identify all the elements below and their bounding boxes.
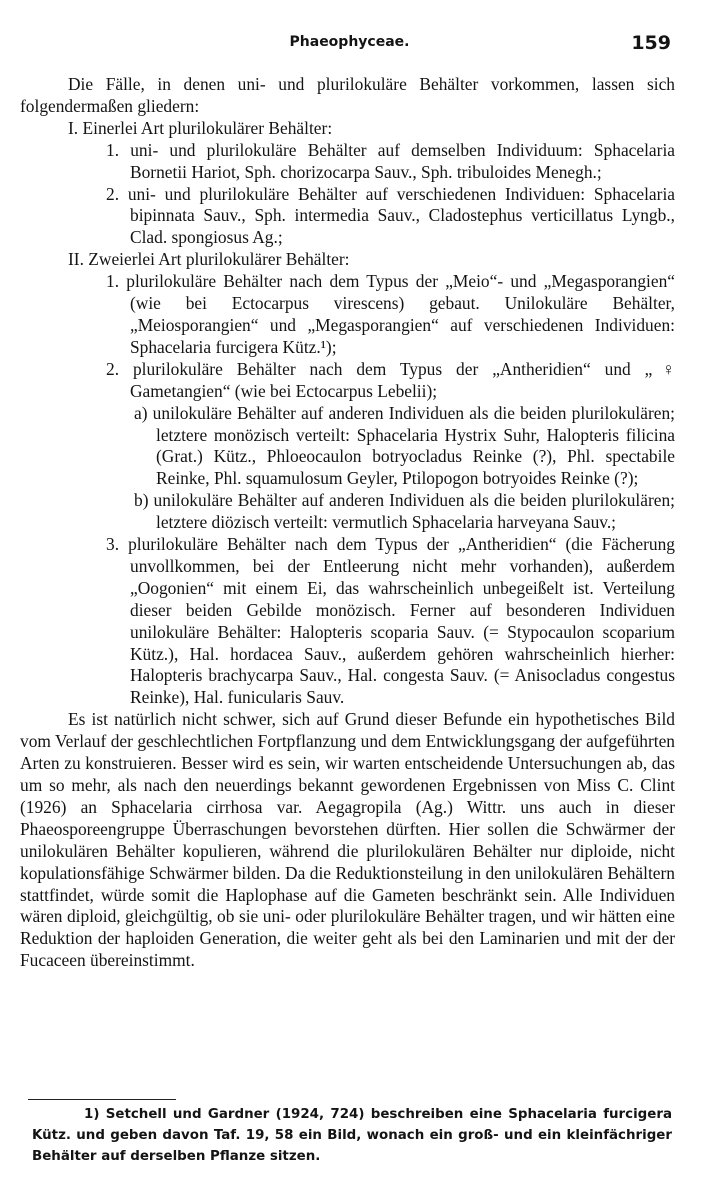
section-1-item-1: 1. uni- und plurilokuläre Behälter auf demselben Individuum: Sphacelaria Bornetii Hariot, Sph. chorizocarpa Sauv., Sph. tribuloides Menegh.; <box>106 139 675 182</box>
closing-paragraph: Es ist natürlich nicht schwer, sich auf Grund dieser Befunde ein hypothetisches Bild vom Verlauf der geschlechtlichen Fortpflanzung und dem Entwicklungsgang der aufgeführten Arten zu konstruieren. Besser wird es sein, wir warten entscheidende Untersuchungen ab, das um so mehr, als nach den neuerdings bekannt gewordenen Ergebnissen von Miss C. Clint (1926) an Sphacelaria cirrhosa var. Aegagropila (Ag.) Wittr. uns auch in dieser Phaeosporeengruppe Überraschungen bevorstehen dürften. Hier sollen die Schwärmer der unilokulären Behälter kopulieren, während die plurilokulären Behälter nur diploide, nicht kopulationsfähige Schwärmer bilden. Da die Reduktionsteilung in den unilokulären Behältern stattfindet, würde somit die Haplophase auf die Gameten beschränkt sein. Alle Individuen wären diploid, gleichgültig, ob sie uni- oder plurilokuläre Behälter tragen, und wir hätten eine Reduktion der haploiden Generation, die weiter geht als bei den Laminarien und mit der der Fucaceen übereinstimmt. <box>20 709 675 971</box>
section-2-item-2: 2. plurilokuläre Behälter nach dem Typus der „Antheridien“ und „♀ Gametangien“ (wie bei Ectocarpus Lebelii); <box>106 358 675 401</box>
section-2-item-2b: b) unilokuläre Behälter auf anderen Individuen als die beiden plurilokulären; letztere diözisch verteilt: vermutlich Sphacelaria harveyana Sauv.; <box>134 490 675 533</box>
running-title: Phaeophyceae. <box>289 34 410 50</box>
page-number: 159 <box>631 32 671 54</box>
page-header <box>22 34 677 58</box>
footnote-text: 1) Setchell und Gardner (1924, 724) beschreiben eine Sphacelaria furcigera Kütz. und geben davon Taf. 19, 58 ein Bild, wonach ein groß- und ein kleinfächriger Behälter auf derselben Pflanze sitzen. <box>32 1107 672 1164</box>
body-text <box>20 74 675 972</box>
section-2-item-1: 1. plurilokuläre Behälter nach dem Typus der „Meio“- und „Megasporangien“ (wie bei Ectocarpus virescens) gebaut. Unilokuläre Behälter, „Meiosporangien“ und „Megasporangien“ auf verschiedenen Individuen: Sphacelaria furcigera Kütz.¹); <box>106 271 675 357</box>
section-2-item-3: 3. plurilokuläre Behälter nach dem Typus der „Antheridien“ (die Fächerung unvollkommen, bei der Entleerung nicht mehr vorhanden), außerdem „Oogonien“ mit einem Ei, das wahrscheinlich unbegeißelt ist. Verteilung dieser beiden Gebilde monözisch. Ferner auf besonderen Individuen unilokuläre Behälter: Halopteris scoparia Sauv. (= Stypocaulon scoparium Kütz.), Hal. hordacea Sauv., außerdem gehören wahrscheinlich hierher: Halopteris brachycarpa Sauv., Hal. congesta Sauv. (= Anisocladus congestus Reinke), Hal. funicularis Sauv. <box>106 534 675 708</box>
intro-paragraph: Die Fälle, in denen uni- und plurilokuläre Behälter vorkommen, lassen sich folgendermaßen gliedern: <box>20 74 675 116</box>
footnote <box>32 1104 672 1167</box>
section-1-item-2: 2. uni- und plurilokuläre Behälter auf verschiedenen Individuen: Sphacelaria bipinnata Sauv., Sph. intermedia Sauv., Cladostephus verticillatus Lyngb., Clad. spongiosus Ag.; <box>106 183 675 248</box>
section-2-heading: II. Zweierlei Art plurilokulärer Behälter: <box>68 249 350 270</box>
section-2-item-2a: a) unilokuläre Behälter auf anderen Individuen als die beiden plurilokulären; letztere monözisch verteilt: Sphacelaria Hystrix Suhr, Halopteris filicina (Grat.) Kütz., Phloeocaulon botryocladus Reinke (?), Phl. spectabile Reinke, Phl. squamulosum Geyler, Ptilopogon botryoides Reinke (?); <box>134 402 675 489</box>
section-1-heading: I. Einerlei Art plurilokulärer Behälter: <box>68 117 333 138</box>
footnote-rule <box>28 1099 176 1100</box>
